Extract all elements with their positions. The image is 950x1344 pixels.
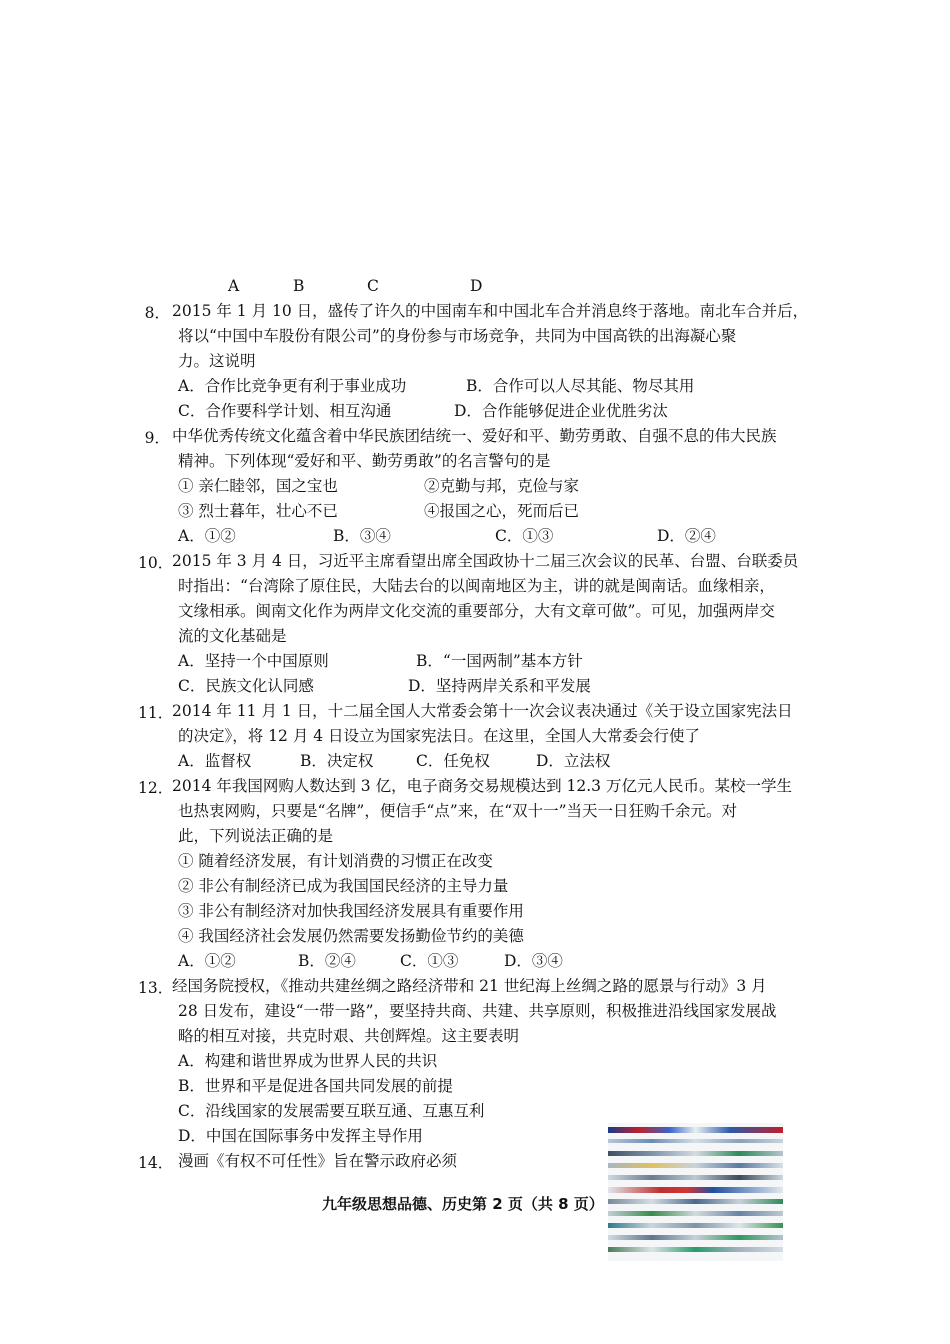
question-text: 流的文化基础是 bbox=[178, 627, 287, 645]
question-text: 此，下列说法正确的是 bbox=[178, 827, 334, 845]
image-option-b: B bbox=[293, 277, 305, 295]
option-a: A．①② bbox=[178, 952, 236, 970]
question-number: 11． bbox=[138, 704, 174, 722]
option-b: B．决定权 bbox=[300, 752, 374, 770]
statement-item: ④报国之心，死而后已 bbox=[424, 502, 580, 520]
question-text: 2015 年 3 月 4 日，习近平主席看望出席全国政协十二届三次会议的民革、台盟、台联委员 bbox=[172, 552, 799, 570]
option-d: D．坚持两岸关系和平发展 bbox=[408, 677, 591, 695]
option-c: C．合作要科学计划、相互沟通 bbox=[178, 402, 392, 420]
option-a: A．合作比竞争更有利于事业成功 bbox=[178, 377, 407, 395]
question-text: 中华优秀传统文化蕴含着中华民族团结统一、爱好和平、勤劳勇敢、自强不息的伟大民族 bbox=[172, 427, 777, 445]
question-text: 时指出：“台湾除了原住民，大陆去台的以闽南地区为主，讲的就是闽南话。血缘相亲， bbox=[178, 577, 775, 595]
statement-item: ③ 烈士暮年，壮心不已 bbox=[178, 502, 338, 520]
option-d: D．合作能够促进企业优胜劣汰 bbox=[454, 402, 668, 420]
question-text: 2014 年 11 月 1 日，十二届全国人大常委会第十一次会议表决通过《关于设立国家宪法日 bbox=[172, 702, 793, 720]
statement-item: ① 亲仁睦邻，国之宝也 bbox=[178, 477, 338, 495]
page-footer: 九年级思想品德、历史第 2 页（共 8 页） bbox=[322, 1195, 604, 1213]
option-c: C．①③ bbox=[400, 952, 459, 970]
option-a: A．监督权 bbox=[178, 752, 252, 770]
question-number: 12． bbox=[138, 779, 174, 797]
option-c: C．沿线国家的发展需要互联互通、互惠互利 bbox=[178, 1102, 485, 1120]
option-b: B．世界和平是促进各国共同发展的前提 bbox=[178, 1077, 453, 1095]
image-option-a: A bbox=[228, 277, 240, 295]
option-a: A．①② bbox=[178, 527, 236, 545]
option-d: D．立法权 bbox=[536, 752, 611, 770]
option-b: B．“一国两制”基本方针 bbox=[416, 652, 583, 670]
option-c: C．任免权 bbox=[416, 752, 490, 770]
question-text: 也热衷网购，只要是“名牌”，便信手“点”来，在“双十一”当天一日狂购千余元。对 bbox=[178, 802, 738, 820]
statement-item: ③ 非公有制经济对加快我国经济发展具有重要作用 bbox=[178, 902, 524, 920]
question-number: 14． bbox=[138, 1154, 174, 1172]
question-text: 将以“中国中车股份有限公司”的身份参与市场竞争，共同为中国高铁的出海凝心聚 bbox=[178, 327, 737, 345]
option-d: D．③④ bbox=[504, 952, 563, 970]
option-c: C．①③ bbox=[495, 527, 554, 545]
statement-item: ② 非公有制经济已成为我国国民经济的主导力量 bbox=[178, 877, 509, 895]
question-number: 10． bbox=[138, 554, 174, 572]
option-d: D．中国在国际事务中发挥主导作用 bbox=[178, 1127, 423, 1145]
option-d: D．②④ bbox=[657, 527, 716, 545]
option-b: B．③④ bbox=[333, 527, 391, 545]
option-b: B．合作可以人尽其能、物尽其用 bbox=[466, 377, 695, 395]
question-text: 略的相互对接，共克时艰、共创辉煌。这主要表明 bbox=[178, 1027, 520, 1045]
question-text: 经国务院授权，《推动共建丝绸之路经济带和 21 世纪海上丝绸之路的愿景与行动》3 月 bbox=[172, 977, 767, 995]
question-number: 13． bbox=[138, 979, 174, 997]
question-number: 8． bbox=[144, 304, 170, 322]
question-text: 精神。下列体现“爱好和平、勤劳勇敢”的名言警句的是 bbox=[178, 452, 551, 470]
question-text: 漫画《有权不可任性》旨在警示政府必须 bbox=[178, 1152, 458, 1170]
cartoon-image-icon bbox=[608, 1123, 783, 1261]
image-option-d: D bbox=[470, 277, 483, 295]
option-a: A．坚持一个中国原则 bbox=[178, 652, 329, 670]
option-b: B．②④ bbox=[298, 952, 356, 970]
question-text: 力。这说明 bbox=[178, 352, 256, 370]
statement-item: ① 随着经济发展，有计划消费的习惯正在改变 bbox=[178, 852, 493, 870]
statement-item: ④ 我国经济社会发展仍然需要发扬勤俭节约的美德 bbox=[178, 927, 524, 945]
image-option-c: C bbox=[367, 277, 379, 295]
option-a: A．构建和谐世界成为世界人民的共识 bbox=[178, 1052, 438, 1070]
question-text: 的决定》，将 12 月 4 日设立为国家宪法日。在这里，全国人大常委会行使了 bbox=[178, 727, 701, 745]
question-text: 2015 年 1 月 10 日，盛传了许久的中国南车和中国北车合并消息终于落地。南北车合并后， bbox=[172, 302, 809, 320]
question-text: 文缘相承。闽南文化作为两岸文化交流的重要部分，大有文章可做”。可见，加强两岸交 bbox=[178, 602, 775, 620]
statement-item: ②克勤与邦，克俭与家 bbox=[424, 477, 580, 495]
question-text: 28 日发布，建设“一带一路”，要坚持共商、共建、共享原则，积极推进沿线国家发展战 bbox=[178, 1002, 777, 1020]
question-text: 2014 年我国网购人数达到 3 亿，电子商务交易规模达到 12.3 万亿元人民币。某校一学生 bbox=[172, 777, 792, 795]
option-c: C．民族文化认同感 bbox=[178, 677, 314, 695]
question-number: 9． bbox=[144, 429, 170, 447]
